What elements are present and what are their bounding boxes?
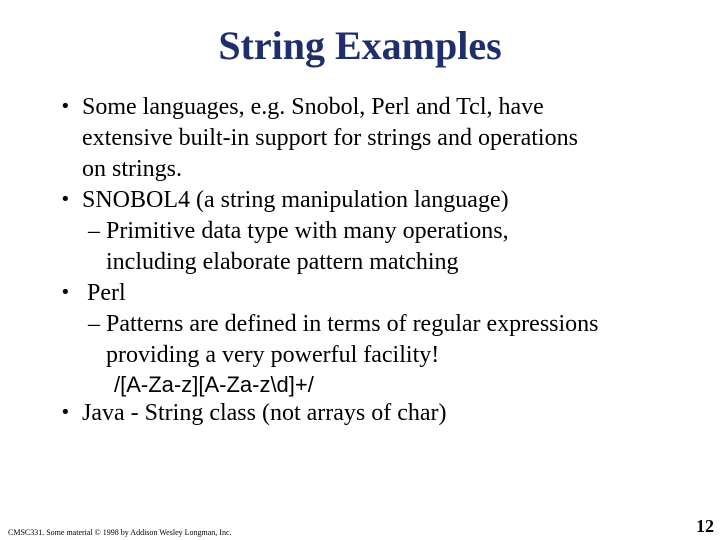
bullet-2-marker: •	[60, 189, 71, 210]
slide-title: String Examples	[218, 23, 502, 68]
regex-example: /[A-Za-z][A-Za-z\d]+/	[114, 372, 314, 397]
bullet-1-marker: •	[60, 96, 71, 117]
bullet-3-sub-1-line-1: Patterns are defined in terms of regular expressions	[106, 311, 599, 337]
bullet-2-sub-1-line-1: Primitive data type with many operations,	[106, 218, 509, 244]
bullet-2-sub-1-marker: –	[88, 218, 100, 244]
footer-copyright: CMSC331. Some material © 1998 by Addison Wesley Longman, Inc.	[8, 528, 232, 537]
bullet-1-line-2: extensive built-in support for strings and operations	[82, 125, 578, 151]
page-number: 12	[696, 516, 714, 536]
bullet-3-line-1: Perl	[87, 280, 126, 306]
bullet-4-line-1: Java - String class (not arrays of char)	[82, 400, 447, 426]
bullet-4-marker: •	[60, 402, 71, 423]
bullet-1-line-3: on strings.	[82, 156, 183, 182]
bullet-3-sub-1-marker: –	[88, 311, 100, 337]
bullet-2-line-1: SNOBOL4 (a string manipulation language)	[82, 187, 509, 213]
bullet-3-marker: •	[60, 282, 71, 303]
bullet-3-sub-1-line-2: providing a very powerful facility!	[106, 342, 440, 368]
bullet-2-sub-1-line-2: including elaborate pattern matching	[106, 249, 459, 275]
bullet-1-line-1: Some languages, e.g. Snobol, Perl and Tcl, have	[82, 94, 544, 120]
